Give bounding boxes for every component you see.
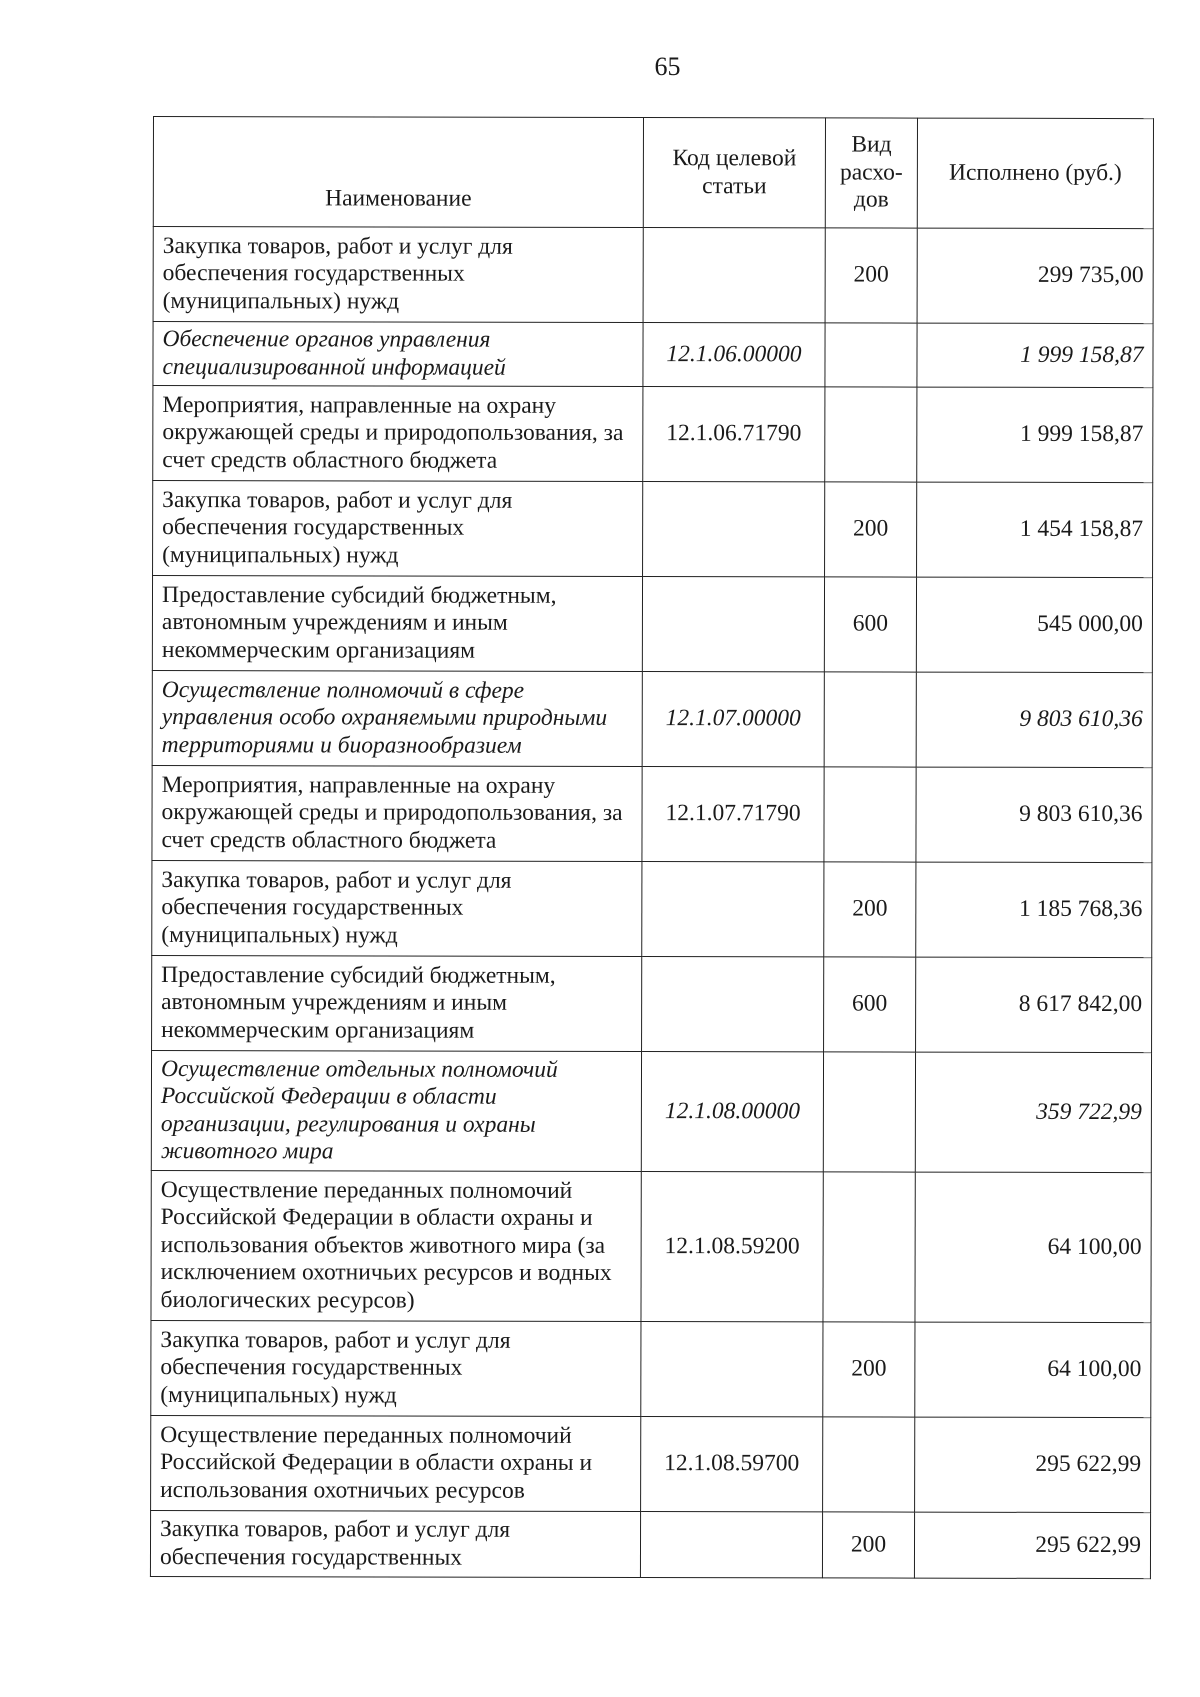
header-code: Код целевой статьи: [643, 118, 825, 228]
table-row: [152, 860, 1152, 957]
row-code-cell: 12.1.08.59700: [641, 1417, 823, 1512]
row-type-cell: [823, 1417, 915, 1512]
table-row: [151, 1415, 1151, 1512]
row-amount-cell: 1 185 768,36: [916, 862, 1152, 957]
row-code-cell: [641, 1322, 823, 1417]
row-name-cell: Осуществление переданных полномочий Российской Федерации в области охраны и использования объектов животного мира (за исключением охотничьих ресурсов и водных биологических ресурсов): [151, 1170, 641, 1321]
row-code-cell: 12.1.08.00000: [641, 1052, 823, 1172]
row-code-cell: [642, 957, 824, 1052]
row-code-cell: 12.1.06.00000: [643, 323, 825, 387]
row-name-cell: Закупка товаров, работ и услуг для обеспечения государственных (муниципальных) нужд: [151, 1320, 641, 1416]
row-name-cell: Закупка товаров, работ и услуг для обеспечения государственных (муниципальных) нужд: [152, 860, 642, 956]
row-amount-cell: 1 999 158,87: [917, 387, 1153, 482]
table-row: [153, 227, 1153, 324]
row-code-cell: [642, 577, 824, 672]
row-type-cell: 200: [825, 482, 917, 577]
row-name-cell: Мероприятия, направленные на охрану окружающей среды и природопользования, за счет средств областного бюджета: [153, 386, 643, 482]
row-amount-cell: 9 803 610,36: [916, 767, 1152, 862]
row-type-cell: 200: [824, 862, 916, 957]
row-type-cell: [823, 1172, 915, 1322]
row-name-cell: Осуществление переданных полномочий Российской Федерации в области охраны и использования охотничьих ресурсов: [151, 1415, 641, 1511]
row-name-cell: Предоставление субсидий бюджетным, автономным учреждениям и иным некоммерческим организациям: [152, 576, 642, 672]
row-type-cell: [823, 1052, 915, 1172]
row-code-cell: [643, 482, 825, 577]
header-amount: Исполнено (руб.): [917, 118, 1153, 228]
row-amount-cell: 9 803 610,36: [916, 672, 1152, 767]
row-type-cell: [825, 387, 917, 482]
row-name-cell: Закупка товаров, работ и услуг для обеспечения государственных: [150, 1510, 640, 1577]
row-name-cell: Предоставление субсидий бюджетным, автономным учреждениям и иным некоммерческим организациям: [152, 955, 642, 1051]
header-name: Наименование: [153, 117, 643, 228]
row-type-cell: 600: [824, 577, 916, 672]
budget-table: [150, 116, 1154, 1579]
row-code-cell: 12.1.08.59200: [641, 1172, 823, 1322]
row-amount-cell: 295 622,99: [915, 1417, 1151, 1512]
table-row: [153, 481, 1153, 578]
row-name-cell: Закупка товаров, работ и услуг для обеспечения государственных (муниципальных) нужд: [153, 481, 643, 577]
table-row: [153, 322, 1153, 388]
row-amount-cell: 295 622,99: [914, 1512, 1150, 1578]
table-row: [152, 765, 1152, 862]
table-body: [150, 227, 1153, 1579]
row-amount-cell: 545 000,00: [916, 577, 1152, 672]
row-type-cell: 200: [822, 1512, 914, 1578]
row-code-cell: 12.1.06.71790: [643, 387, 825, 482]
row-code-cell: [642, 862, 824, 957]
row-code-cell: 12.1.07.71790: [642, 767, 824, 862]
row-type-cell: [824, 767, 916, 862]
table-row: [152, 576, 1152, 673]
row-name-cell: Мероприятия, направленные на охрану окружающей среды и природопользования, за счет средств областного бюджета: [152, 765, 642, 861]
row-code-cell: 12.1.07.00000: [642, 672, 824, 767]
header-type: Вид расхо-дов: [825, 118, 917, 228]
row-amount-cell: 359 722,99: [915, 1052, 1151, 1172]
table-row: [151, 1050, 1151, 1172]
row-type-cell: 200: [825, 228, 917, 323]
table-row: [152, 955, 1152, 1052]
row-type-cell: 200: [823, 1322, 915, 1417]
row-name-cell: Осуществление отдельных полномочий Российской Федерации в области организации, регулирования и охраны животного мира: [151, 1050, 641, 1171]
row-name-cell: Закупка товаров, работ и услуг для обеспечения государственных (муниципальных) нужд: [153, 227, 643, 323]
row-name-cell: Осуществление полномочий в сфере управления особо охраняемыми природными территориями и биоразнообразием: [152, 670, 642, 766]
page-number: 65: [654, 52, 681, 81]
row-type-cell: [824, 672, 916, 767]
table-row: [153, 386, 1153, 483]
row-amount-cell: 299 735,00: [917, 228, 1153, 323]
row-amount-cell: 1 999 158,87: [917, 323, 1153, 387]
table-row: [152, 670, 1152, 767]
row-type-cell: [825, 323, 917, 387]
row-amount-cell: 8 617 842,00: [916, 957, 1152, 1052]
table-row: [151, 1170, 1151, 1322]
table-header-row: [153, 117, 1153, 229]
table-row: [150, 1510, 1150, 1578]
row-amount-cell: 1 454 158,87: [917, 482, 1153, 577]
row-amount-cell: 64 100,00: [915, 1322, 1151, 1417]
row-amount-cell: 64 100,00: [915, 1172, 1151, 1322]
row-code-cell: [640, 1512, 822, 1578]
row-type-cell: 600: [824, 957, 916, 1052]
row-name-cell: Обеспечение органов управления специализированной информацией: [153, 322, 643, 387]
row-code-cell: [643, 228, 825, 323]
table-row: [151, 1320, 1151, 1417]
